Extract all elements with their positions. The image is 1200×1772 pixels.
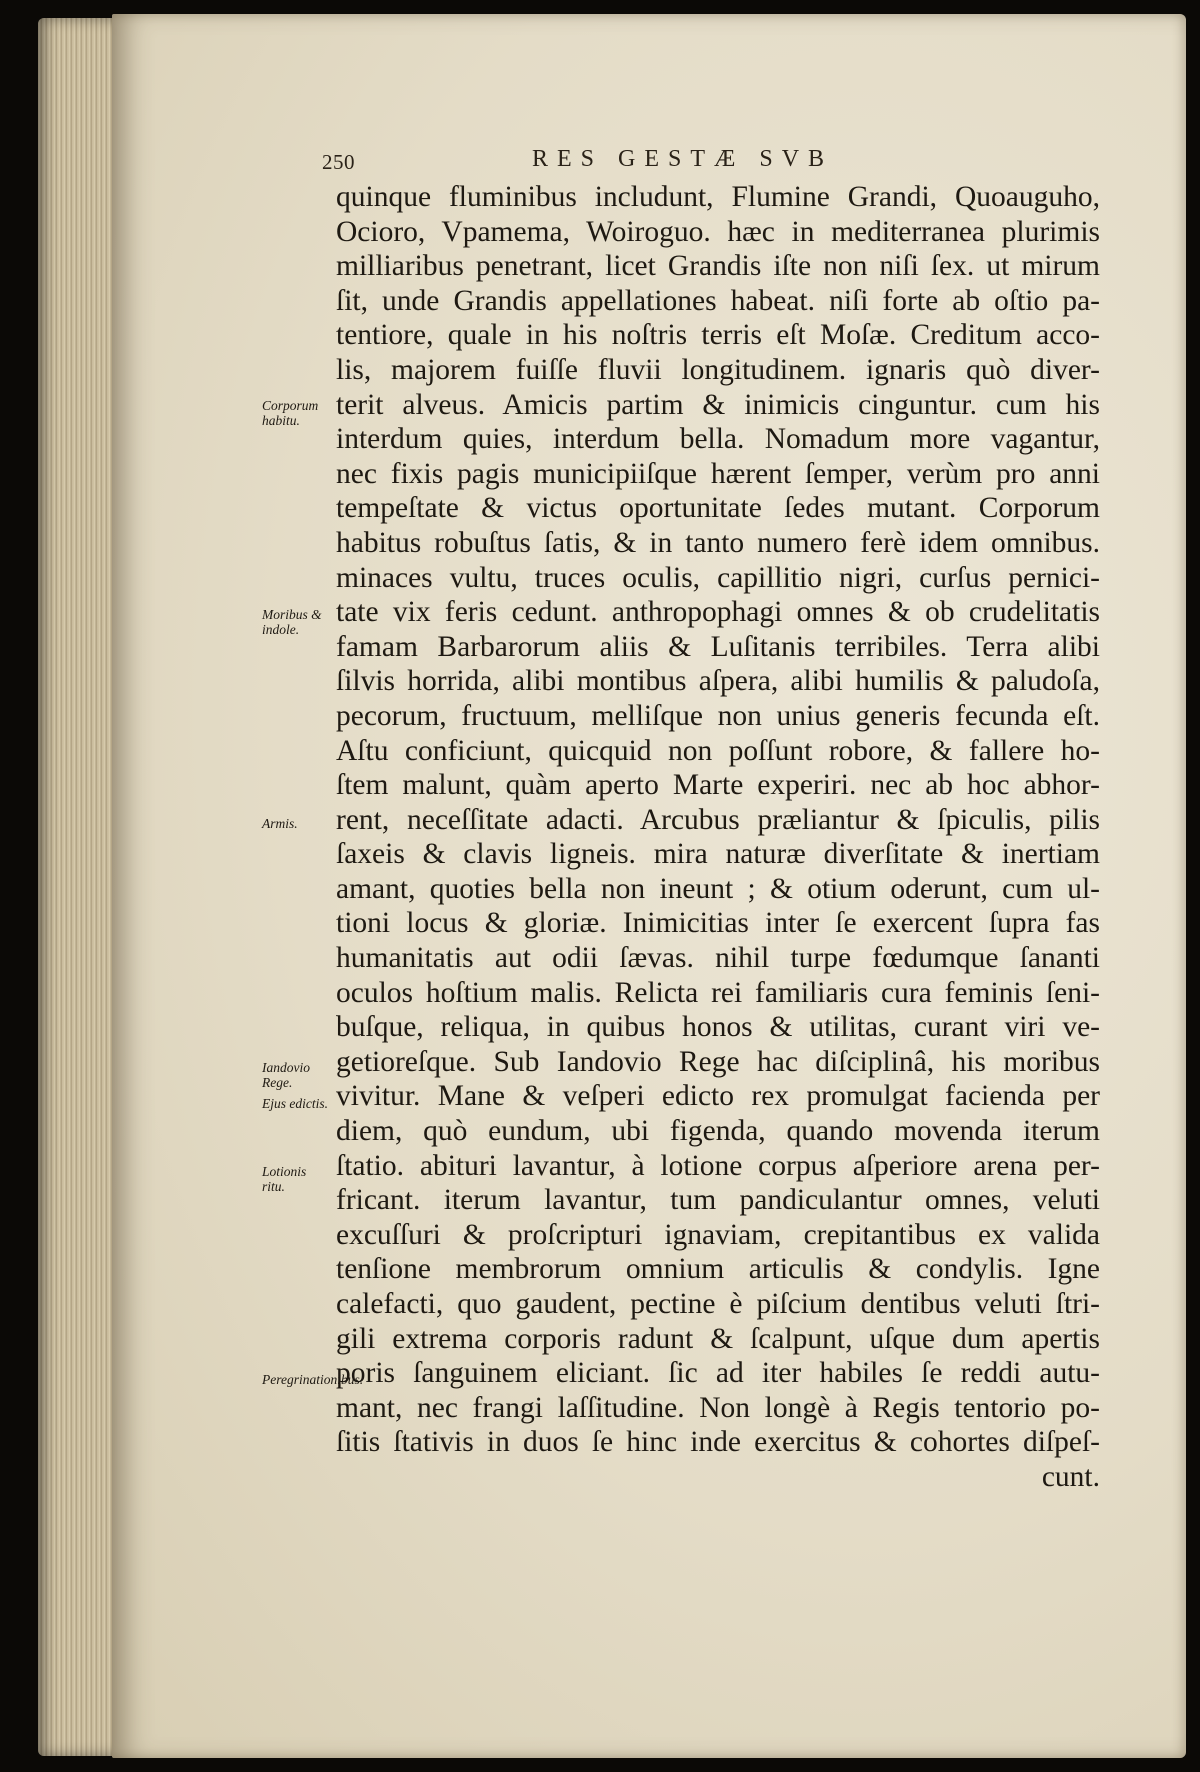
page-number: 250: [322, 150, 355, 174]
text-line: ſit, unde Grandis appellationes habeat. niſi forte ab oſtio pa-: [336, 284, 1100, 317]
text-line: excuſſuri & proſcripturi ignaviam, crepitantibus ex valida: [336, 1218, 1100, 1251]
text-line: buſque, reliqua, in quibus honos & utilitas, curant viri ve-: [336, 1011, 1100, 1044]
running-head: [322, 146, 1122, 176]
body-text: [336, 180, 1100, 1495]
text-line: getioreſque. Sub Iandovio Rege hac diſciplinâ, his moribus: [336, 1045, 1100, 1078]
text-line: nec fixis pagis municipiiſque hærent ſemper, verùm pro anni: [336, 457, 1100, 490]
sidenote-moribus-indole: Moribus & indole.: [262, 607, 322, 637]
text-line: minaces vultu, truces oculis, capillitio nigri, curſus pernici-: [336, 561, 1100, 594]
text-line: vivitur. Mane & veſperi edicto rex promulgat facienda per: [336, 1080, 1100, 1113]
sidenote-armis: Armis.: [262, 816, 298, 831]
sidenote-lotionis-ritu: Lotionis ritu.: [262, 1164, 307, 1194]
text-line: pecorum, fructuum, melliſque non unius generis fecunda eſt.: [336, 699, 1100, 732]
text-line: interdum quies, interdum bella. Nomadum more vagantur,: [336, 423, 1100, 456]
text-line: ſtatio. abituri lavantur, à lotione corpus aſperiore arena per-: [336, 1149, 1100, 1182]
text-line: poris ſanguinem eliciant. ſic ad iter habiles ſe reddi autu-: [336, 1357, 1100, 1390]
text-line: humanitatis aut odii ſævas. nihil turpe fœdumque ſananti: [336, 942, 1100, 975]
text-line: quinque fluminibus includunt, Flumine Grandi, Quoauguho,: [336, 181, 1100, 213]
text-line: ſitis ſtativis in duos ſe hinc inde exercitus & cohortes diſpeſ-: [336, 1426, 1100, 1459]
text-line: ſilvis horrida, alibi montibus aſpera, alibi humilis & paludoſa,: [336, 665, 1100, 698]
running-title: RES GESTÆ SVB: [532, 146, 834, 172]
sidenote-peregrinationibus: Peregrinationibus.: [262, 1372, 364, 1387]
text-line: tentiore, quale in his noſtris terris eſt Moſæ. Creditum acco-: [336, 319, 1100, 352]
sidenote-ejus-edictis: Ejus edictis.: [262, 1096, 328, 1111]
text-line: mant, nec frangi laſſitudine. Non longè à Regis tentorio po-: [336, 1391, 1100, 1424]
sidenote-corporum-habitu: Corporum habitu.: [262, 398, 319, 428]
text-line: ſaxeis & clavis ligneis. mira naturæ diverſitate & inertiam: [336, 838, 1100, 871]
text-line: lis, majorem fuiſſe fluvii longitudinem. ignaris quò diver-: [336, 353, 1100, 386]
text-line: Aſtu conficiunt, quicquid non poſſunt robore, & fallere ho-: [336, 734, 1100, 767]
text-line: amant, quoties bella non ineunt ; & otium oderunt, cum ul-: [336, 872, 1100, 905]
text-line: rent, neceſſitate adacti. Arcubus præliantur & ſpiculis, pilis: [336, 803, 1100, 836]
text-line: Ocioro, Vpamema, Woiroguo. hæc in mediterranea plurimis: [336, 215, 1100, 248]
text-line: habitus robuſtus ſatis, & in tanto numero ferè idem omnibus.: [336, 526, 1100, 559]
text-line: fricant. iterum lavantur, tum pandiculantur omnes, veluti: [336, 1184, 1100, 1217]
text-line: tioni locus & gloriæ. Inimicitias inter ſe exercent ſupra fas: [336, 907, 1100, 940]
text-line: oculos hoſtium malis. Relicta rei familiaris cura feminis ſeni-: [336, 976, 1100, 1009]
text-line: tenſione membrorum omnium articulis & condylis. Igne: [336, 1253, 1100, 1286]
sidenote-iandovio-rege: Iandovio Rege.: [262, 1060, 310, 1090]
text-line: famam Barbarorum aliis & Luſitanis terribiles. Terra alibi: [336, 630, 1100, 663]
text-line: milliaribus penetrant, licet Grandis iſte non niſi ſex. ut mirum: [336, 250, 1100, 283]
text-line: tate vix feris cedunt. anthropophagi omnes & ob crudelitatis: [336, 596, 1100, 629]
text-line: tempeſtate & victus oportunitate ſedes mutant. Corporum: [336, 492, 1100, 525]
text-line: terit alveus. Amicis partim & inimicis cinguntur. cum his: [336, 388, 1100, 421]
text-line: gili extrema corporis radunt & ſcalpunt, uſque dum apertis: [336, 1322, 1100, 1355]
text-line: ſtem malunt, quàm aperto Marte experiri. nec ab hoc abhor-: [336, 769, 1100, 802]
text-line: cunt.: [1041, 1460, 1100, 1493]
text-line: diem, quò eundum, ubi figenda, quando movenda iterum: [336, 1115, 1100, 1148]
text-line: calefacti, quo gaudent, pectine è piſcium dentibus veluti ſtri-: [336, 1288, 1100, 1320]
